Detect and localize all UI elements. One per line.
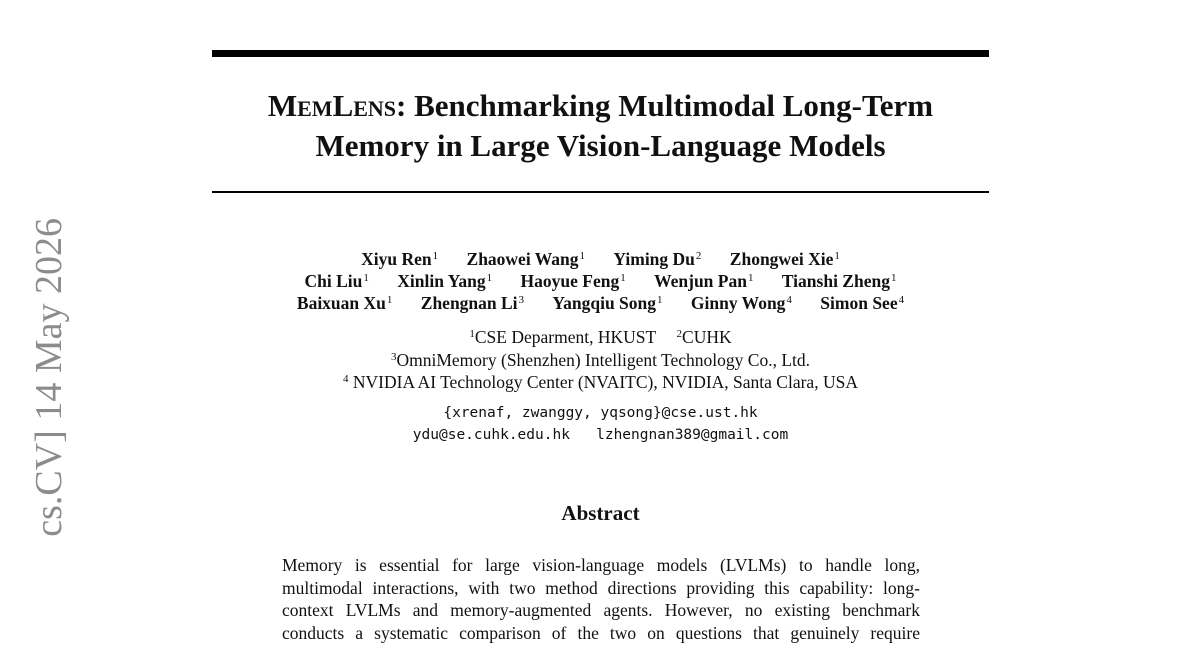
abstract-line: conducts a systematic comparison of the two on questions that genuinely require — [282, 622, 920, 643]
affiliation: $^4$ NVIDIA AI Technology Center (NVAITC), NVIDIA, Santa Clara, USA — [343, 372, 858, 392]
title-line-2: Memory in Large Vision-Language Models — [315, 128, 886, 163]
affiliation: $^2$CUHK — [676, 327, 732, 347]
email-line: ydu@se.cuhk.edu.hk lzhengnan389@gmail.com — [412, 427, 789, 443]
abstract-body — [282, 554, 920, 644]
affiliation: $^1$CSE Deparment, HKUST — [469, 327, 657, 347]
abstract-line: multimodal interactions, with two method directions providing this capability: long- — [282, 577, 920, 598]
paper-title — [212, 86, 989, 166]
author-list — [212, 248, 989, 314]
author-row — [212, 292, 989, 314]
author: Yiming Du$^2$ — [613, 249, 702, 269]
author: Ginny Wong$^4$ — [690, 293, 792, 313]
author: Chi Liu$^1$ — [304, 271, 369, 291]
affiliation-row — [212, 371, 989, 394]
affiliation-row — [212, 326, 989, 349]
author: Baixuan Xu$^1$ — [296, 293, 393, 313]
affiliation: $^3$OmniMemory (Shenzhen) Intelligent Technology Co., Ltd. — [390, 349, 810, 370]
author-row — [212, 270, 989, 292]
author: Zhengnan Li$^3$ — [420, 293, 525, 313]
title-benchmark-name: MemLens — [267, 88, 397, 123]
abstract-line: context LVLMs and memory-augmented agents. However, no existing benchmark — [282, 600, 920, 620]
author: Xiyu Ren$^1$ — [361, 249, 439, 269]
author: Wenjun Pan$^1$ — [654, 271, 754, 291]
author: Haoyue Feng$^1$ — [520, 271, 626, 291]
title-top-rule — [212, 50, 989, 57]
title-line-1-rest: : Benchmarking Multimodal Long-Term — [396, 88, 934, 123]
email-line: {xrenaf, zwanggy, yqsong}@cse.ust.hk — [443, 405, 758, 421]
email-block — [212, 402, 989, 446]
author: Zhongwei Xie$^1$ — [729, 249, 840, 269]
arxiv-stamp: cs.CV] 14 May 2026 — [28, 218, 70, 537]
author: Zhaowei Wang$^1$ — [466, 249, 586, 269]
author: Xinlin Yang$^1$ — [397, 271, 493, 291]
title-line-1 — [212, 86, 989, 126]
abstract-line: Memory is essential for large vision-language models (LVLMs) to handle long, — [282, 555, 920, 575]
author: Simon See$^4$ — [820, 293, 905, 313]
abstract-heading: Abstract — [561, 501, 640, 525]
title-bottom-rule — [212, 191, 989, 193]
author-row — [212, 248, 989, 270]
author: Tianshi Zheng$^1$ — [781, 271, 897, 291]
affiliations — [212, 326, 989, 394]
author: Yangqiu Song$^1$ — [552, 293, 663, 313]
affiliation-row — [212, 349, 989, 372]
